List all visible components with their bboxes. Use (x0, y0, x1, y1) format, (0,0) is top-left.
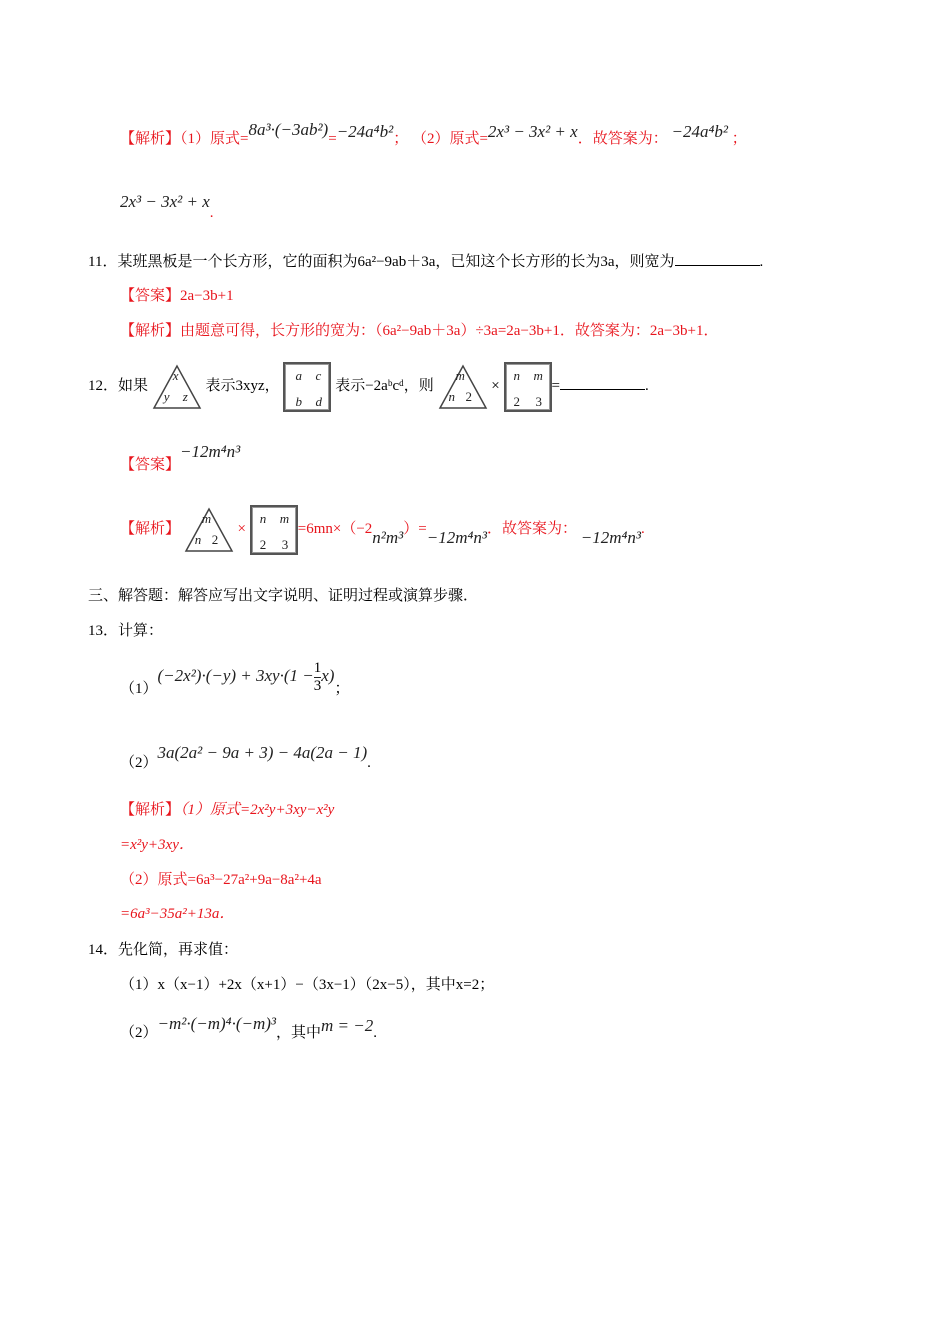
denominator: 3 (313, 678, 322, 695)
q13-part1 (120, 660, 350, 709)
answer-blank (675, 251, 760, 266)
text: 由题意可得，长方形的宽为：（6a²−9ab＋3a）÷3a=2a−3b+1．故答案为：2a−3b+1． (180, 323, 719, 339)
box-tl: n (513, 367, 520, 383)
text: . (641, 521, 645, 537)
text: 表示−2aᵇcᵈ，则 (335, 378, 434, 394)
box-bl: b (295, 393, 302, 409)
math: −24a⁴b² (671, 122, 728, 141)
q11-solution (120, 321, 718, 341)
math: 2x³ − 3x² + x (120, 192, 210, 211)
text: . (644, 378, 649, 394)
math: −12m⁴n³ (180, 442, 241, 461)
q11-answer (120, 286, 234, 306)
text: . (759, 254, 764, 270)
box-bl: 2 (259, 536, 267, 552)
label: 【解析】 (120, 521, 181, 537)
text: （2） (120, 1025, 158, 1041)
q13-solution-line: =6a³−35a²+13a． (120, 906, 235, 922)
math: −m²·(−m)⁴·(−m)³ (157, 1014, 277, 1033)
text: 表示3xyz， (205, 378, 280, 394)
q14-part2 (120, 1014, 378, 1043)
q12-stem (88, 358, 649, 414)
triangle-figure (184, 507, 234, 553)
text: 2a−3b+1 (180, 288, 234, 304)
numerator: 1 (313, 660, 322, 677)
text: （2） (120, 755, 158, 771)
box-tl: a (295, 367, 302, 383)
q12-solution (120, 500, 645, 557)
box-br: d (315, 393, 322, 409)
box-bl: 2 (513, 393, 520, 409)
box-figure (504, 362, 552, 412)
tri-top: x (172, 367, 179, 383)
text: ．故答案为： (577, 131, 668, 147)
label: 【答案】 (120, 288, 181, 304)
text: ； (731, 131, 747, 147)
math: m = −2 (321, 1016, 374, 1035)
text: ）= (403, 521, 427, 537)
box-figure (250, 505, 298, 555)
text: . (373, 1025, 378, 1041)
q13-solution-line: =x²y+3xy． (120, 837, 194, 853)
text: × (491, 378, 500, 394)
q12-answer (120, 442, 241, 475)
math: 3a(2a² − 9a + 3) − 4a(2a − 1) (157, 743, 368, 762)
q14-stem: 14．先化简，再求值： (88, 942, 239, 958)
label: 【解析】 (120, 131, 181, 147)
text: （1） (120, 681, 158, 697)
q10-answer-cont (120, 192, 214, 221)
section-heading: 三、解答题：解答应写出文字说明、证明过程或演算步骤． (88, 588, 479, 604)
q13-solution-line: （2）原式=6a³−27a²+9a−8a²+4a (120, 872, 322, 888)
math: 8a³·(−3ab²) (248, 120, 329, 139)
math: −12m⁴n³ (580, 528, 642, 547)
tri-top: m (201, 510, 212, 526)
box-tr: m (279, 510, 290, 526)
tri-right: z (182, 388, 188, 404)
math: n²m³ (372, 528, 404, 547)
q13-stem: 13．计算： (88, 623, 164, 639)
box-figure (283, 362, 331, 412)
text: = (328, 131, 337, 147)
box-br: 3 (535, 393, 542, 409)
text: × (237, 521, 246, 537)
label: 【解析】 (120, 802, 181, 818)
math: 2x³ − 3x² + x (487, 122, 578, 141)
label: 【答案】 (120, 457, 181, 473)
tri-top: m (455, 367, 465, 383)
math: −12m⁴n³ (426, 528, 487, 547)
q10-solution (120, 120, 747, 149)
text: . (367, 755, 371, 771)
text: （2）原式= (411, 131, 488, 147)
tri-left: n (194, 531, 202, 547)
math: x) (321, 666, 335, 685)
text: = (551, 378, 560, 394)
q13-part2 (120, 743, 371, 773)
text: ，其中 (276, 1025, 322, 1041)
text: ．故答案为： (487, 521, 578, 537)
box-tl: n (259, 510, 267, 526)
text: 11．某班黑板是一个长方形，它的面积为6a²−9ab＋3a，已知这个长方形的长为3a，则宽为 (88, 254, 675, 270)
q14-part1: （1）x（x−1）+2x（x+1）−（3x−1）（2x−5），其中x=2； (120, 977, 495, 993)
triangle-figure (438, 364, 488, 410)
text: （1）原式=2x²y+3xy−x²y (180, 802, 335, 818)
tri-left: n (448, 388, 456, 404)
box-tr: m (533, 367, 543, 383)
text: （1）原式= (180, 131, 249, 147)
box-br: 3 (281, 536, 289, 552)
tri-left: y (163, 388, 170, 404)
text: =6mn×（−2 (297, 521, 373, 537)
math: (−2x²)·(−y) + 3xy·(1 − (157, 666, 314, 685)
answer-blank (560, 375, 645, 390)
box-tr: c (315, 367, 322, 383)
label: 【解析】 (120, 323, 181, 339)
triangle-figure (152, 364, 202, 410)
q13-solution (120, 800, 334, 820)
math: −24a⁴b² (336, 122, 394, 141)
text: ； (393, 131, 409, 147)
tri-right: 2 (211, 531, 219, 547)
text: ； (334, 681, 350, 697)
tri-right: 2 (465, 388, 473, 404)
q11-stem (88, 251, 763, 272)
text: 12．如果 (88, 378, 149, 394)
text: . (209, 205, 214, 221)
